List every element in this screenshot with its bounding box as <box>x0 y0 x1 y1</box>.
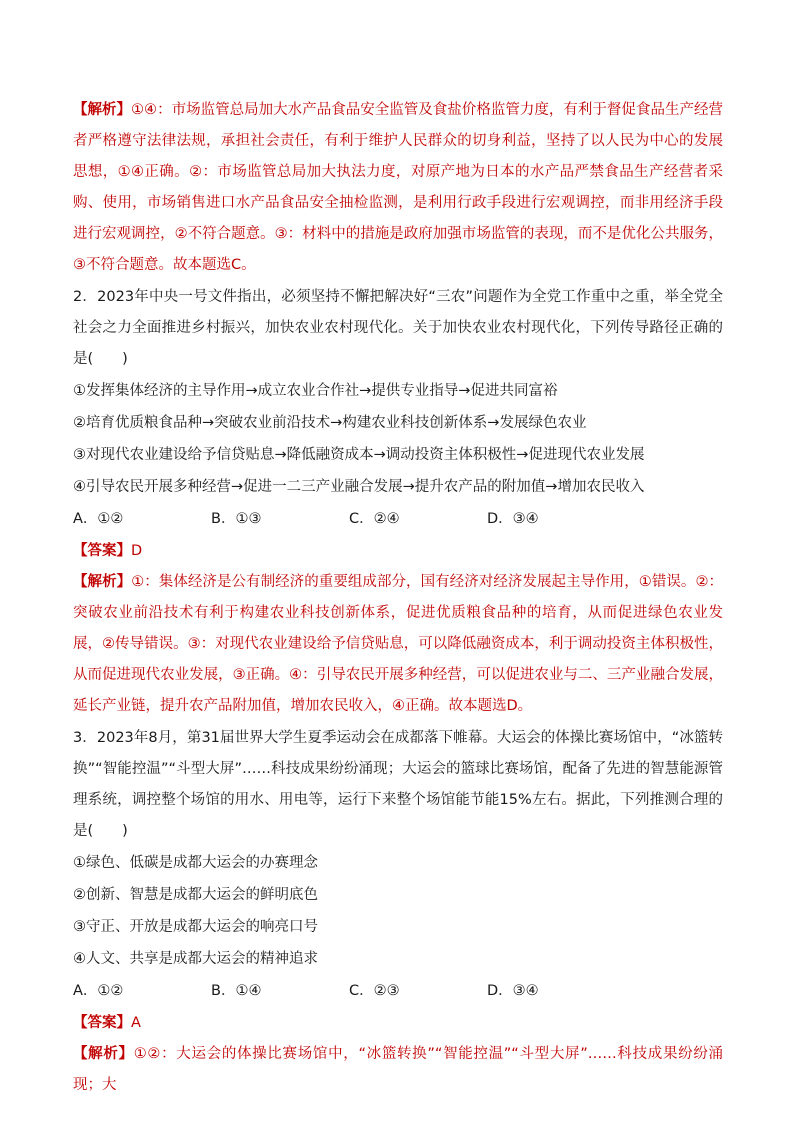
q2-choice-b: B．①③ <box>211 511 262 527</box>
q3-choice-b: B．①④ <box>211 983 262 999</box>
analysis-tag: 【解析】 <box>73 574 132 590</box>
q2-option-2: ②培育优质粮食品种→突破农业前沿技术→构建农业科技创新体系→发展绿色农业 <box>73 415 587 431</box>
q2-choices <box>73 503 723 535</box>
q2-option-1: ①发挥集体经济的主导作用→成立农业合作社→提供专业指导→促进共同富裕 <box>73 383 558 399</box>
q3-stem: 3．2023年8月，第31届世界大学生夏季运动会在成都落下帷幕。大运会的体操比赛场馆中，“冰篮转换”“智能控温”“斗型大屏”……科技成果纷纷涌现；大运会的篮球比赛场馆，配备了先进的智慧能源管理系统，调控整个场馆的用水、用电等，运行下来整个场馆能节能15%左右。据此，下列推测合理的是( ) <box>73 730 723 839</box>
q2-option-4: ④引导农民开展多种经营→促进一二三产业融合发展→提升农产品的附加值→增加农民收入 <box>73 479 645 495</box>
q2-answer <box>73 536 723 567</box>
answer-tag: 【答案】 <box>73 543 131 559</box>
q3-option-4: ④人文、共享是成都大运会的精神追求 <box>73 951 318 967</box>
q3-answer <box>73 1008 723 1039</box>
q3-choice-c: C．②③ <box>349 983 400 999</box>
answer-tag: 【答案】 <box>73 1015 131 1031</box>
answer-value: A <box>131 1015 141 1031</box>
document-page <box>73 95 723 1101</box>
q3-option-1: ①绿色、低碳是成都大运会的办赛理念 <box>73 855 318 871</box>
analysis-tag: 【解析】 <box>73 1046 134 1062</box>
q1-analysis <box>73 95 723 281</box>
q2-choice-d: D．③④ <box>487 511 539 527</box>
analysis-text: ①④：市场监管总局加大水产品食品安全监管及食盐价格监管力度，有利于督促食品生产经营者严格遵守法律法规，承担社会责任，有利于维护人民群众的切身利益，坚持了以人民为中心的发展思想，①④正确。②：市场监管总局加大执法力度，对原产地为日本的水产品严禁食品生产经营者采购、使用，市场销售进口水产品食品安全抽检监测，是利用行政手段进行宏观调控，而非用经济手段进行宏观调控，②不符合题意。③：材料中的措施是政府加强市场监管的表现，而不是优化公共服务，③不符合题意。故本题选C。 <box>73 102 723 273</box>
q2-stem: 2．2023年中央一号文件指出，必须坚持不懈把解决好“三农”问题作为全党工作重中之重，举全党全社会之力全面推进乡村振兴，加快农业农村现代化。关于加快农业农村现代化，下列传导路径正确的是( ) <box>73 289 723 367</box>
q3-option-3: ③守正、开放是成都大运会的响亮口号 <box>73 919 318 935</box>
q3-choices <box>73 975 723 1007</box>
q2-choice-c: C．②④ <box>349 511 400 527</box>
q3-option-2: ②创新、智慧是成都大运会的鲜明底色 <box>73 887 318 903</box>
q3-choice-d: D．③④ <box>487 983 539 999</box>
q3-analysis <box>73 1039 723 1101</box>
analysis-text: ①②：大运会的体操比赛场馆中，“冰篮转换”“智能控温”“斗型大屏”……科技成果纷纷涌现；大 <box>73 1046 723 1093</box>
answer-value: D <box>131 543 143 559</box>
q2-analysis <box>73 567 723 722</box>
analysis-tag: 【解析】 <box>73 102 132 118</box>
q2-option-3: ③对现代农业建设给予信贷贴息→降低融资成本→调动投资主体积极性→促进现代农业发展 <box>73 447 645 463</box>
q2-choice-a: A．①② <box>73 511 124 527</box>
analysis-text: ①：集体经济是公有制经济的重要组成部分，国有经济对经济发展起主导作用，①错误。②：突破农业前沿技术有利于构建农业科技创新体系，促进优质粮食品种的培育，从而促进绿色农业发展，②传导错误。③：对现代农业建设给予信贷贴息，可以降低融资成本，利于调动投资主体积极性，从而促进现代农业发展，③正确。④：引导农民开展多种经营，可以促进农业与二、三产业融合发展，延长产业链，提升农产品附加值，增加农民收入，④正确。故本题选D。 <box>73 574 723 714</box>
q3-choice-a: A．①② <box>73 983 124 999</box>
